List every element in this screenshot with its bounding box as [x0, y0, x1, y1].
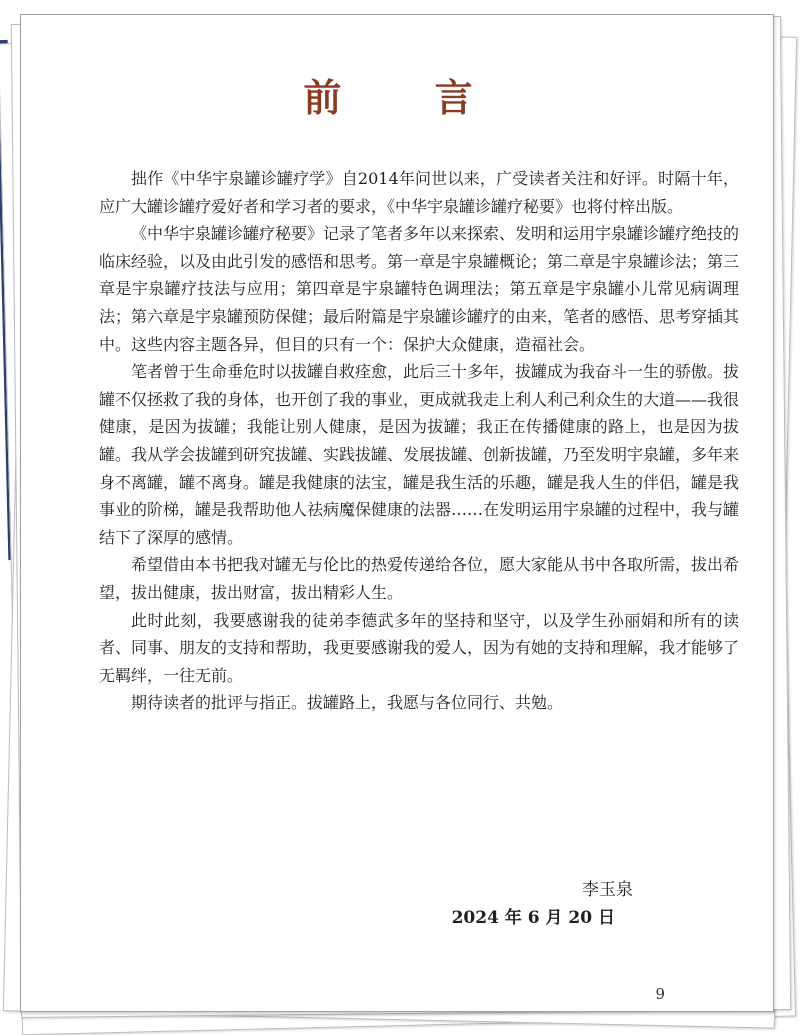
document-page — [20, 14, 774, 1012]
preface-body — [99, 165, 739, 717]
paragraph: 期待读者的批评与指正。拔罐路上，我愿与各位同行、共勉。 — [131, 693, 564, 713]
paragraph: 此时此刻，我要感谢我的徒弟李德武多年的坚持和坚守，以及学生孙丽娟和所有的读者、同事、朋友的支持和帮助，我更要感谢我的爱人，因为有她的支持和理解，我才能够了无羁绊，一往无前。 — [99, 610, 740, 685]
paragraph: 笔者曾于生命垂危时以拔罐自救痊愈，此后三十多年，拔罐成为我奋斗一生的骄傲。拔罐不仅拯救了我的身体，也开创了我的事业，更成就我走上利人利己利众生的大道——我很健康，是因为拔罐；我能让别人健康，是因为拔罐；我正在传播健康的路上，也是因为拔罐。我从学会拔罐到研究拔罐、实践拔罐、发展拔罐、创新拔罐，乃至发明宇泉罐，多年来身不离罐，罐不离身。罐是我健康的法宝，罐是我生活的乐趣，罐是我人生的伴侣，罐是我事业的阶梯，罐是我帮助他人祛病魔保健康的法器……在发明运用宇泉罐的过程中，我与罐结下了深厚的感情。 — [99, 362, 740, 547]
signature-date: 2024 年 6 月 20 日 — [451, 908, 615, 928]
paragraph: 希望借由本书把我对罐无与伦比的热爱传递给各位，愿大家能从书中各取所需，拔出希望，拔出健康，拔出财富，拔出精彩人生。 — [99, 555, 740, 602]
paragraph: 《中华宇泉罐诊罐疗秘要》记录了笔者多年以来探索、发明和运用宇泉罐诊罐疗绝技的临床经验，以及由此引发的感悟和思考。第一章是宇泉罐概论；第二章是宇泉罐诊法；第三章是宇泉罐疗技法与应用；第四章是宇泉罐特色调理法；第五章是宇泉罐小儿常见病调理法；第六章是宇泉罐预防保健；最后附篇是宇泉罐诊罐疗的由来，笔者的感悟、思考穿插其中。这些内容主题各异，但目的只有一个：保护大众健康，造福社会。 — [99, 224, 740, 354]
page-number: 9 — [655, 985, 665, 1003]
paragraph: 拙作《中华宇泉罐诊罐疗学》自2014年问世以来，广受读者关注和好评。时隔十年，应广大罐诊罐疗爱好者和学习者的要求，《中华宇泉罐诊罐疗秘要》也将付梓出版。 — [99, 169, 739, 216]
page-title: 前 言 — [303, 75, 513, 120]
author-signature: 李玉泉 — [582, 880, 633, 900]
